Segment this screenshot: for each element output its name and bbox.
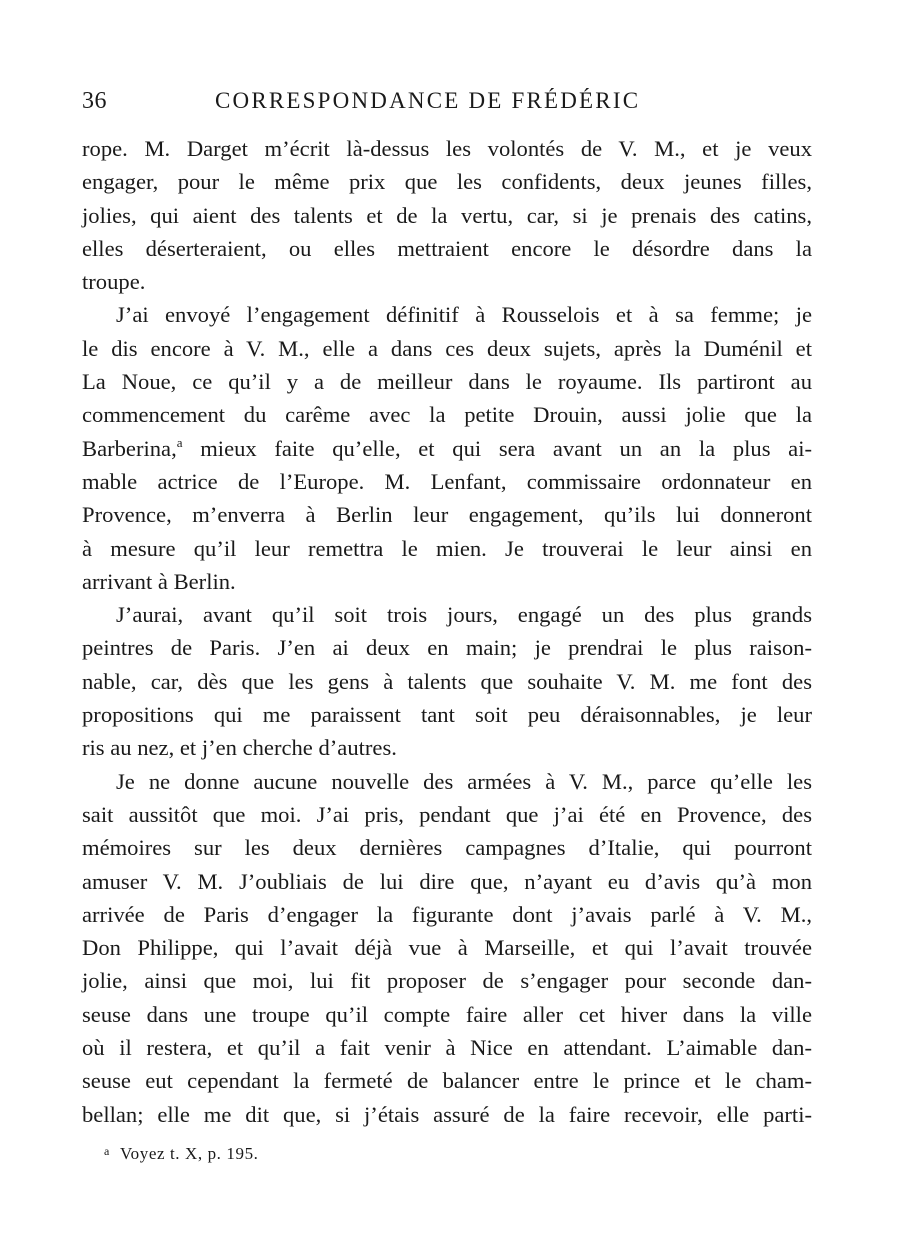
text-line: Je ne donne aucune nouvelle des armées à V. M., parce qu’elle les bbox=[116, 768, 812, 794]
text-line: bellan; elle me dit que, si j’étais assuré de la faire recevoir, elle parti- bbox=[82, 1101, 812, 1127]
page-number: 36 bbox=[82, 88, 107, 114]
text-line: Don Philippe, qui l’avait déjà vue à Marseille, et qui l’avait trouvée bbox=[82, 935, 812, 961]
text-line: ris au nez, et j’en cherche d’autres. bbox=[82, 735, 397, 761]
running-head bbox=[82, 88, 817, 124]
text-line: seuse dans une troupe qu’il compte faire aller cet hiver dans la ville bbox=[82, 1001, 812, 1027]
text-line: où il restera, et qu’il a fait venir à Nice en attendant. L’aimable dan- bbox=[82, 1035, 812, 1061]
footnote-marker: a bbox=[104, 1144, 110, 1158]
text-line-with-footnote bbox=[82, 432, 812, 465]
text-fragment: Barberina, bbox=[82, 435, 177, 461]
text-line: La Noue, ce qu’il y a de meilleur dans le royaume. Ils partiront au bbox=[82, 369, 812, 395]
text-line: arrivée de Paris d’engager la figurante dont j’avais parlé à V. M., bbox=[82, 901, 812, 927]
footnote-reference: a bbox=[176, 434, 183, 450]
text-fragment: mieux faite qu’elle, et qui sera avant un an la plus ai- bbox=[200, 435, 813, 461]
text-line: commencement du carême avec la petite Drouin, aussi jolie que la bbox=[82, 402, 812, 428]
text-line: engager, pour le même prix que les confidents, deux jeunes filles, bbox=[82, 169, 812, 195]
text-line: seuse eut cependant la fermeté de balancer entre le prince et le cham- bbox=[82, 1068, 812, 1094]
text-line: le dis encore à V. M., elle a dans ces deux sujets, après la Duménil et bbox=[82, 335, 812, 361]
text-line: arrivant à Berlin. bbox=[82, 568, 236, 594]
text-line: sait aussitôt que moi. J’ai pris, pendant que j’ai été en Provence, des bbox=[82, 801, 812, 827]
text-line: à mesure qu’il leur remettra le mien. Je trouverai le leur ainsi en bbox=[82, 535, 812, 561]
text-line: peintres de Paris. J’en ai deux en main; je prendrai le plus raison- bbox=[82, 635, 812, 661]
text-line: mable actrice de l’Europe. M. Lenfant, commissaire ordonnateur en bbox=[82, 468, 812, 494]
text-line: J’aurai, avant qu’il soit trois jours, engagé un des plus grands bbox=[116, 602, 812, 628]
footnote-text: Voyez t. X, p. 195. bbox=[119, 1144, 259, 1163]
text-line: mémoires sur les deux dernières campagnes d’Italie, qui pourront bbox=[82, 835, 812, 861]
text-line: rope. M. Darget m’écrit là-dessus les volontés de V. M., et je veux bbox=[82, 136, 812, 161]
running-title: CORRESPONDANCE DE FRÉDÉRIC bbox=[215, 88, 641, 113]
body-text bbox=[82, 132, 812, 1131]
text-line: Provence, m’enverra à Berlin leur engagement, qu’ils lui donneront bbox=[82, 502, 812, 528]
text-line: J’ai envoyé l’engagement définitif à Rousselois et à sa femme; je bbox=[116, 302, 812, 328]
footnote bbox=[104, 1144, 259, 1164]
text-line: propositions qui me paraissent tant soit peu déraisonnables, je leur bbox=[82, 702, 812, 728]
text-line: troupe. bbox=[82, 269, 146, 295]
text-line: nable, car, dès que les gens à talents que souhaite V. M. me font des bbox=[82, 668, 812, 694]
text-line: amuser V. M. J’oubliais de lui dire que, n’ayant eu d’avis qu’à mon bbox=[82, 868, 812, 894]
text-line: elles déserteraient, ou elles mettraient encore le désordre dans la bbox=[82, 235, 812, 261]
text-line: jolies, qui aient des talents et de la vertu, car, si je prenais des catins, bbox=[82, 202, 812, 228]
text-line: jolie, ainsi que moi, lui fit proposer de s’engager pour seconde dan- bbox=[82, 968, 812, 994]
